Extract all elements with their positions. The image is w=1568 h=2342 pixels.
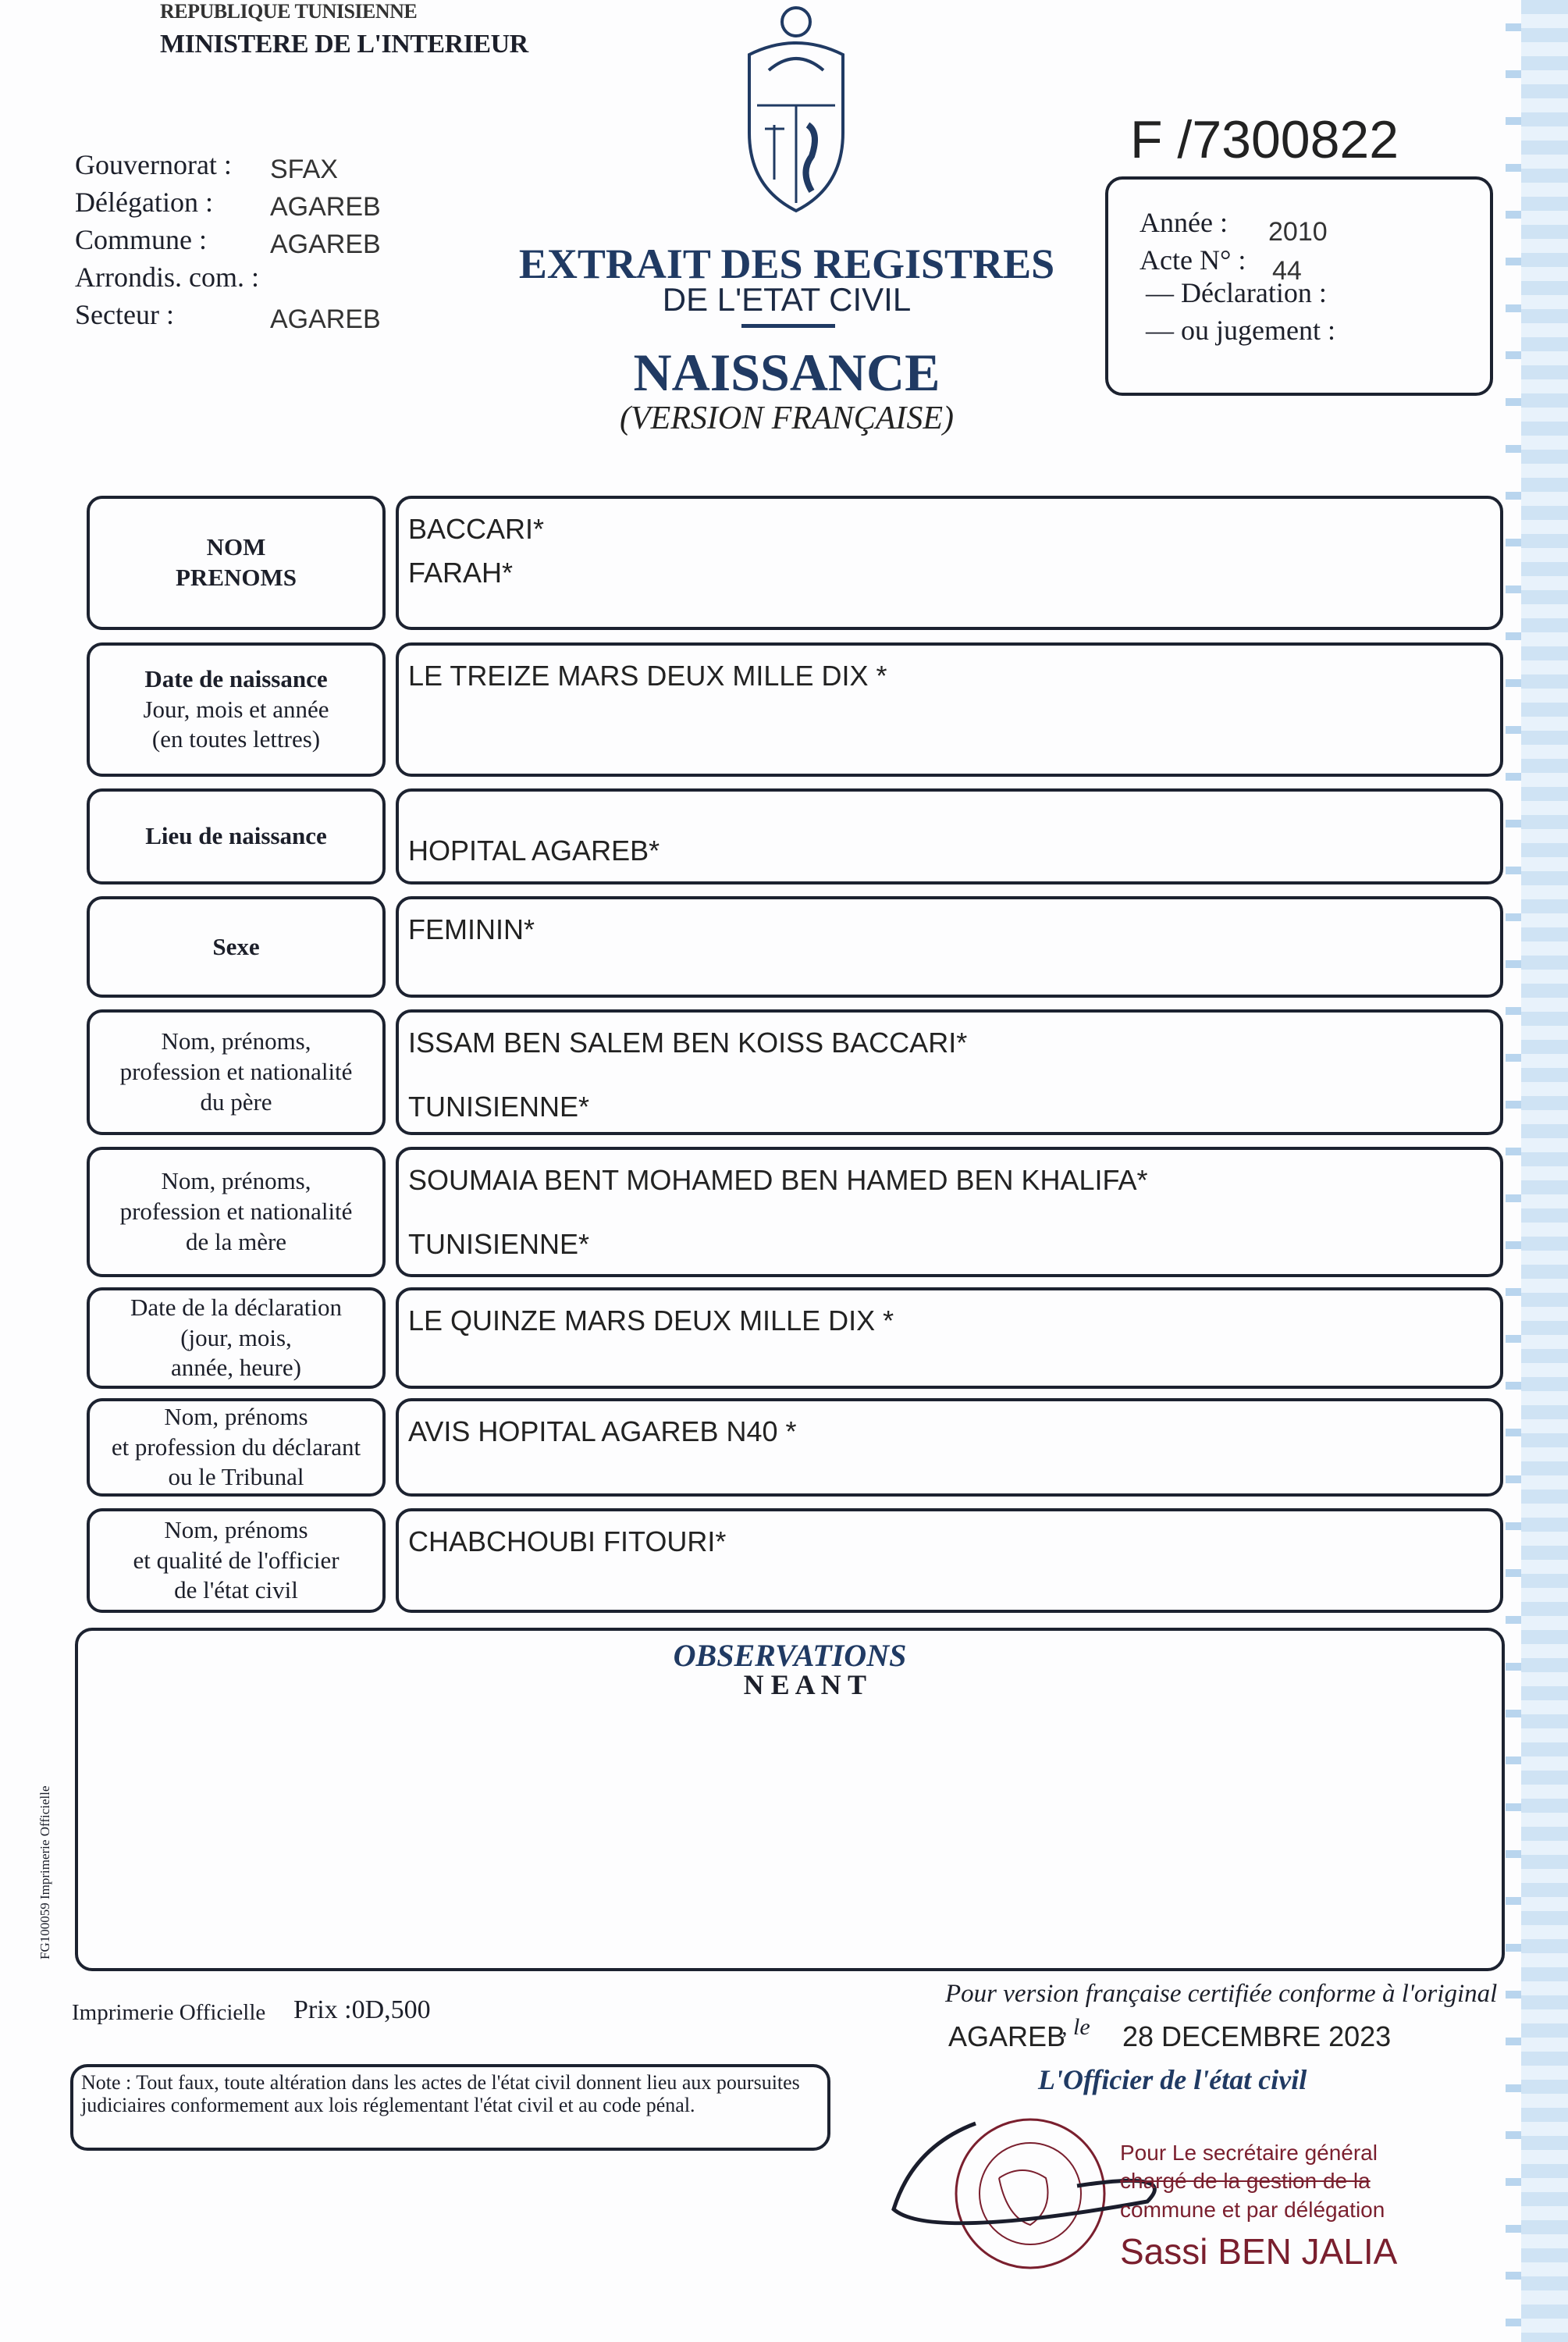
issue-date: 28 DECEMBRE 2023 (1122, 2020, 1392, 2052)
row-value (396, 642, 1503, 777)
row-value (396, 1287, 1503, 1389)
row-label-line: profession et nationalité (119, 1058, 353, 1086)
row-label-line: (en toutes lettres) (151, 725, 321, 753)
row-value-line: TUNISIENNE* (408, 1228, 590, 1260)
row-label-line: et qualité de l'officier (133, 1546, 340, 1574)
row-label-line: du père (200, 1087, 272, 1116)
row-label-line: NOM (206, 533, 266, 561)
acte-number: 44 (1272, 256, 1302, 286)
issue-le: , le (1061, 2014, 1090, 2040)
signature-line-2: chargé de la gestion de la (1120, 2169, 1371, 2194)
issue-place: AGAREB (948, 2020, 1066, 2052)
serial-number: F /7300822 (1130, 110, 1399, 169)
acte-label: Acte N° : (1140, 244, 1246, 276)
table-row (87, 1009, 1503, 1135)
row-label-line: Nom, prénoms (164, 1515, 308, 1543)
row-value-line: LE QUINZE MARS DEUX MILLE DIX * (408, 1304, 894, 1337)
row-value (396, 1508, 1503, 1613)
row-label-line: Nom, prénoms, (161, 1027, 311, 1055)
row-value (396, 788, 1503, 884)
row-label-line: ou le Tribunal (168, 1463, 304, 1491)
tunisia-emblem-icon (734, 0, 859, 215)
row-label (87, 788, 386, 884)
row-label-line: et profession du déclarant (111, 1433, 361, 1461)
row-label-line: Nom, prénoms (164, 1402, 308, 1430)
price-label: Prix :0D,500 (293, 1995, 431, 2024)
security-border (1506, 0, 1568, 2342)
row-label-line: année, heure) (171, 1354, 301, 1382)
title-divider (741, 324, 835, 328)
table-row (87, 1398, 1503, 1497)
annee-label: Année : (1140, 207, 1228, 238)
row-label-line: Nom, prénoms, (161, 1167, 311, 1195)
observations-value: N E A N T (743, 1669, 866, 1700)
row-label (87, 642, 386, 777)
officer-title: L'Officier de l'état civil (1038, 2064, 1307, 2095)
row-label (87, 496, 386, 630)
row-label (87, 1287, 386, 1389)
republic-header: REPUBLIQUE TUNISIENNE (160, 0, 418, 23)
table-row (87, 496, 1503, 630)
row-label-line: de l'état civil (174, 1576, 298, 1604)
row-value (396, 1147, 1503, 1277)
location-label: Délégation : (75, 187, 213, 218)
row-label-line: Date de naissance (144, 664, 328, 692)
version-label: (VERSION FRANÇAISE) (619, 400, 955, 436)
row-value (396, 1398, 1503, 1497)
row-label-line: Jour, mois et année (143, 695, 329, 723)
row-label-line: Date de la déclaration (130, 1293, 343, 1321)
document-subtitle: DE L'ETAT CIVIL (662, 281, 912, 318)
row-value-line: SOUMAIA BENT MOHAMED BEN HAMED BEN KHALIFA* (408, 1164, 1148, 1196)
row-value-line: AVIS HOPITAL AGAREB N40 * (408, 1415, 797, 1447)
observations-title: OBSERVATIONS (673, 1638, 907, 1673)
row-value-line: ISSAM BEN SALEM BEN KOISS BACCARI* (408, 1027, 968, 1059)
ministry-header: MINISTERE DE L'INTERIEUR (160, 30, 528, 59)
table-row (87, 1147, 1503, 1277)
table-row (87, 896, 1503, 998)
row-value-line: HOPITAL AGAREB* (408, 835, 660, 867)
row-label (87, 896, 386, 998)
row-value (396, 896, 1503, 998)
row-value-line: BACCARI* (408, 513, 545, 545)
row-label (87, 1508, 386, 1613)
document-title: EXTRAIT DES REGISTRES (518, 240, 1055, 287)
row-label-line: Sexe (212, 932, 260, 960)
declaration-label: — Déclaration : (1146, 277, 1327, 308)
signature-line-1: Pour Le secrétaire général (1120, 2141, 1378, 2165)
row-value-line: CHABCHOUBI FITOURI* (408, 1525, 727, 1557)
row-value (396, 496, 1503, 630)
annee-value: 2010 (1268, 217, 1328, 247)
table-row (87, 1508, 1503, 1613)
location-value: AGAREB (270, 192, 381, 222)
row-value-line: FEMININ* (408, 913, 535, 945)
jugement-label: — ou jugement : (1146, 315, 1335, 346)
location-value: SFAX (270, 155, 338, 184)
row-label (87, 1398, 386, 1497)
row-label (87, 1147, 386, 1277)
table-row (87, 788, 1503, 884)
table-row (87, 1287, 1503, 1389)
location-label: Secteur : (75, 299, 174, 330)
row-value-line: FARAH* (408, 557, 514, 589)
observations-box (75, 1628, 1505, 1971)
signature-block (1120, 2139, 1397, 2276)
acte-box (1105, 176, 1493, 396)
table-row (87, 642, 1503, 777)
row-label-line: profession et nationalité (119, 1198, 353, 1226)
location-value: AGAREB (270, 304, 381, 334)
row-value-line: TUNISIENNE* (408, 1091, 590, 1123)
signature-line-3: commune et par délégation (1120, 2197, 1385, 2222)
location-label: Gouvernorat : (75, 149, 232, 180)
signatory-name: Sassi BEN JALIA (1120, 2231, 1398, 2273)
row-value (396, 1009, 1503, 1135)
row-label-line: Lieu de naissance (145, 822, 327, 850)
location-value: AGAREB (270, 230, 381, 259)
location-label: Arrondis. com. : (75, 262, 259, 293)
row-value-line: LE TREIZE MARS DEUX MILLE DIX * (408, 660, 887, 692)
row-label-line: PRENOMS (176, 564, 297, 591)
row-label-line: de la mère (185, 1227, 287, 1255)
naissance-title: NAISSANCE (633, 343, 940, 402)
printer-label: Imprimerie Officielle (72, 2000, 266, 2025)
certification-text: Pour version française certifiée conforme à l'original (945, 1980, 1498, 2008)
location-label: Commune : (75, 224, 207, 255)
printer-reference: FG100059 Imprimerie Officielle (37, 1785, 52, 1959)
legal-note: Note : Tout faux, toute altération dans les actes de l'état civil donnent lieu aux poursuites judiciaires conformement aux lois réglementant l'état civil et au code pénal. (70, 2064, 830, 2151)
row-label-line: (jour, mois, (180, 1323, 292, 1351)
row-label (87, 1009, 386, 1135)
